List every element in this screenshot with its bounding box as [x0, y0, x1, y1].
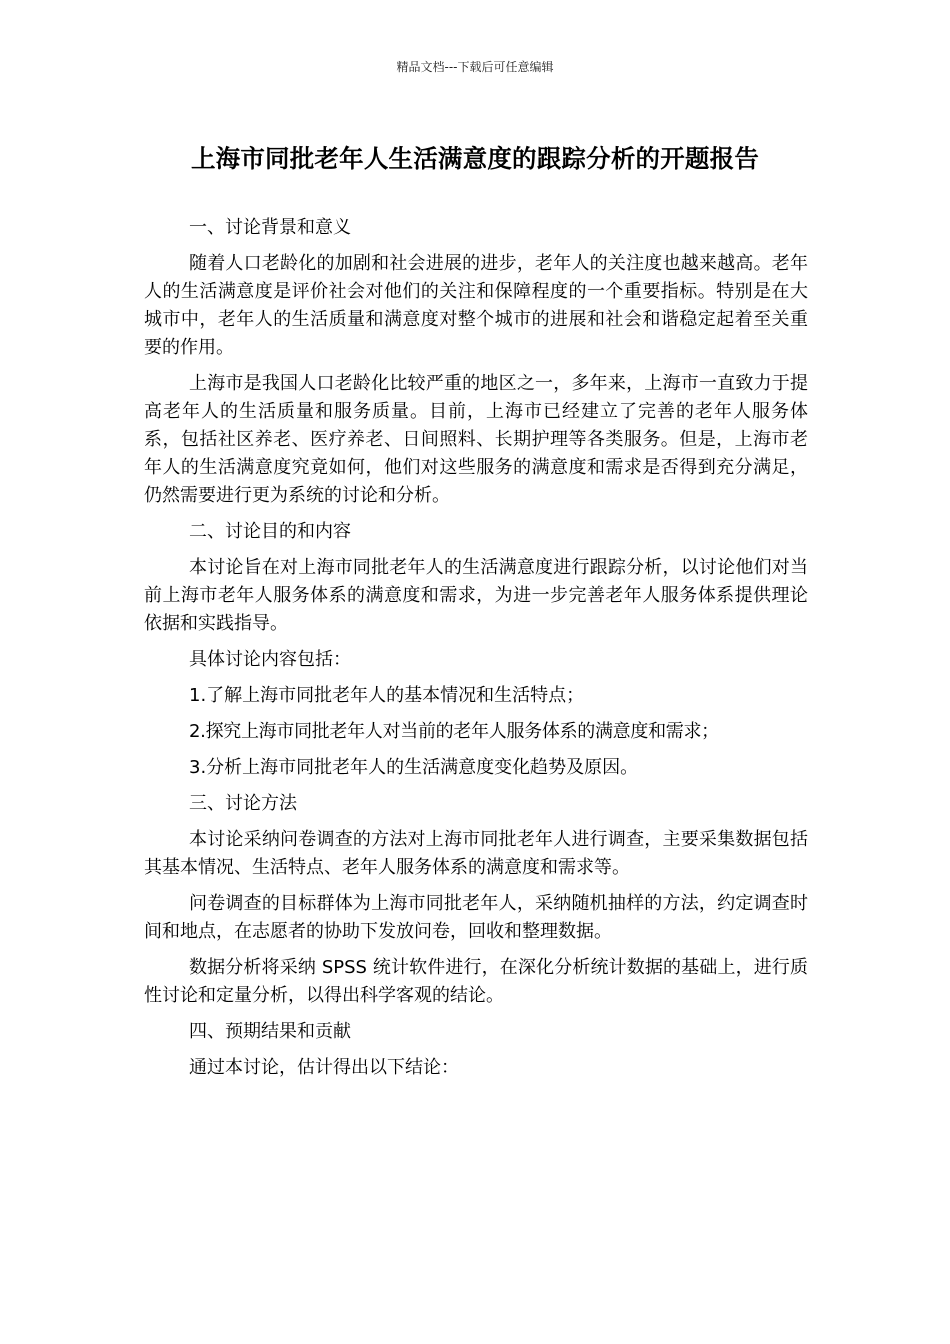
paragraph: 通过本讨论，估计得出以下结论：	[189, 1057, 459, 1078]
paragraph: 本讨论采纳问卷调查的方法对上海市同批老年人进行调查，主要采集数据包括其基本情况、生活特点、老年人服务体系的满意度和需求等。	[144, 829, 808, 878]
section-heading-method: 三、讨论方法	[189, 793, 297, 814]
list-item: 2.探究上海市同批老年人对当前的老年人服务体系的满意度和需求；	[189, 721, 719, 742]
paragraph: 上海市是我国人口老龄化比较严重的地区之一，多年来，上海市一直致力于提高老年人的生活质量和服务质量。目前，上海市已经建立了完善的老年人服务体系，包括社区养老、医疗养老、日间照料、长期护理等各类服务。但是，上海市老年人的生活满意度究竟如何，他们对这些服务的满意度和需求是否得到充分满足，仍然需要进行更为系统的讨论和分析。	[144, 373, 808, 506]
paragraph: 本讨论旨在对上海市同批老年人的生活满意度进行跟踪分析，以讨论他们对当前上海市老年人服务体系的满意度和需求，为进一步完善老年人服务体系提供理论依据和实践指导。	[144, 557, 808, 634]
list-item: 3.分析上海市同批老年人的生活满意度变化趋势及原因。	[189, 757, 639, 778]
section-heading-results: 四、预期结果和贡献	[189, 1021, 351, 1042]
paragraph: 具体讨论内容包括：	[189, 649, 351, 670]
paragraph: 数据分析将采纳 SPSS 统计软件进行，在深化分析统计数据的基础上，进行质性讨论和定量分析，以得出科学客观的结论。	[144, 957, 808, 1006]
paragraph: 随着人口老龄化的加剧和社会进展的进步，老年人的关注度也越来越高。老年人的生活满意度是评价社会对他们的关注和保障程度的一个重要指标。特别是在大城市中，老年人的生活质量和满意度对整个城市的进展和社会和谐稳定起着至关重要的作用。	[144, 253, 808, 358]
section-heading-background: 一、讨论背景和意义	[189, 217, 351, 238]
paragraph: 问卷调查的目标群体为上海市同批老年人，采纳随机抽样的方法，约定调查时间和地点，在志愿者的协助下发放问卷，回收和整理数据。	[144, 893, 808, 942]
document-title: 上海市同批老年人生活满意度的跟踪分析的开题报告	[190, 144, 760, 173]
section-heading-purpose: 二、讨论目的和内容	[189, 521, 351, 542]
document-body	[144, 214, 808, 1090]
header-note: 精品文档---下载后可任意编辑	[396, 60, 554, 74]
list-item: 1.了解上海市同批老年人的基本情况和生活特点；	[189, 685, 585, 706]
